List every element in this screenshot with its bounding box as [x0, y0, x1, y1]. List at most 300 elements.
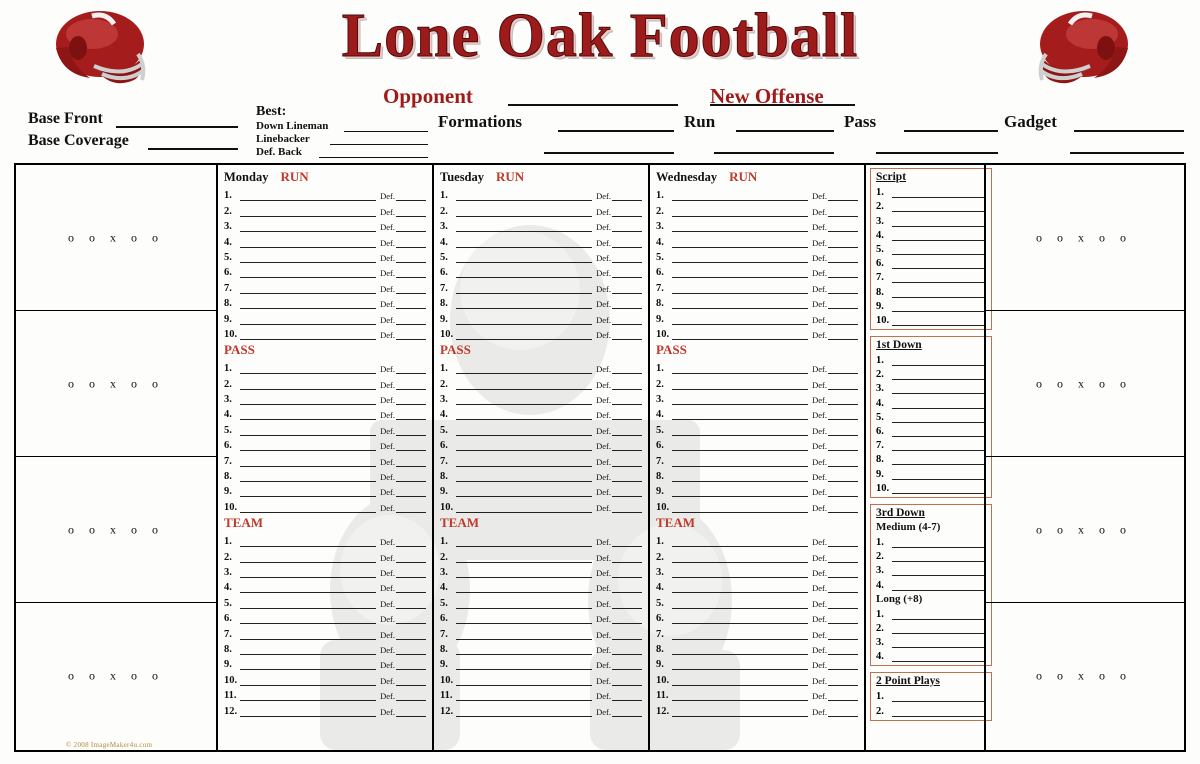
play-row[interactable] — [656, 624, 858, 639]
play-entry-field[interactable] — [672, 266, 808, 278]
script-row[interactable] — [876, 184, 986, 198]
play-row[interactable] — [440, 186, 642, 201]
play-row[interactable] — [224, 374, 426, 389]
script-entry-field[interactable] — [892, 483, 986, 494]
defense-entry-field[interactable] — [828, 470, 858, 482]
play-row[interactable] — [224, 547, 426, 562]
defense-entry-field[interactable] — [828, 535, 858, 547]
play-entry-field[interactable] — [672, 470, 808, 482]
defense-entry-field[interactable] — [612, 612, 642, 624]
script-entry-field[interactable] — [892, 383, 986, 394]
script-entry-field[interactable] — [892, 244, 986, 255]
play-row[interactable] — [224, 640, 426, 655]
play-entry-field[interactable] — [672, 674, 808, 686]
play-row[interactable] — [224, 467, 426, 482]
play-entry-field[interactable] — [456, 689, 592, 701]
play-row[interactable] — [224, 420, 426, 435]
defense-entry-field[interactable] — [612, 328, 642, 340]
script-entry-field[interactable] — [892, 537, 986, 548]
gadget-field-1[interactable] — [1074, 130, 1184, 132]
defense-entry-field[interactable] — [396, 674, 426, 686]
play-entry-field[interactable] — [456, 535, 592, 547]
play-entry-field[interactable] — [240, 328, 376, 340]
play-entry-field[interactable] — [240, 674, 376, 686]
defense-entry-field[interactable] — [612, 378, 642, 390]
play-row[interactable] — [656, 294, 858, 309]
script-entry-field[interactable] — [892, 691, 986, 702]
play-entry-field[interactable] — [240, 251, 376, 263]
play-row[interactable] — [224, 563, 426, 578]
defense-entry-field[interactable] — [396, 628, 426, 640]
defense-entry-field[interactable] — [612, 236, 642, 248]
play-row[interactable] — [440, 232, 642, 247]
play-entry-field[interactable] — [672, 485, 808, 497]
play-entry-field[interactable] — [240, 470, 376, 482]
play-entry-field[interactable] — [672, 282, 808, 294]
defense-entry-field[interactable] — [828, 566, 858, 578]
play-row[interactable] — [440, 563, 642, 578]
play-row[interactable] — [224, 701, 426, 716]
play-row[interactable] — [656, 497, 858, 512]
play-row[interactable] — [440, 670, 642, 685]
play-entry-field[interactable] — [240, 643, 376, 655]
defense-entry-field[interactable] — [828, 236, 858, 248]
script-entry-field[interactable] — [892, 287, 986, 298]
play-row[interactable] — [440, 263, 642, 278]
play-entry-field[interactable] — [240, 378, 376, 390]
play-diagram-cell[interactable] — [16, 311, 216, 457]
defense-entry-field[interactable] — [396, 643, 426, 655]
play-row[interactable] — [440, 686, 642, 701]
play-entry-field[interactable] — [240, 393, 376, 405]
play-entry-field[interactable] — [672, 220, 808, 232]
play-entry-field[interactable] — [456, 189, 592, 201]
defense-entry-field[interactable] — [612, 424, 642, 436]
play-entry-field[interactable] — [456, 658, 592, 670]
play-entry-field[interactable] — [456, 485, 592, 497]
play-row[interactable] — [440, 482, 642, 497]
play-row[interactable] — [224, 609, 426, 624]
defense-entry-field[interactable] — [612, 535, 642, 547]
play-entry-field[interactable] — [456, 455, 592, 467]
defense-entry-field[interactable] — [396, 485, 426, 497]
play-row[interactable] — [656, 593, 858, 608]
defense-entry-field[interactable] — [612, 597, 642, 609]
defense-entry-field[interactable] — [828, 597, 858, 609]
play-row[interactable] — [656, 186, 858, 201]
script-row[interactable] — [876, 634, 986, 648]
play-row[interactable] — [224, 201, 426, 216]
play-entry-field[interactable] — [240, 455, 376, 467]
defense-entry-field[interactable] — [612, 455, 642, 467]
script-row[interactable] — [876, 283, 986, 297]
play-entry-field[interactable] — [240, 266, 376, 278]
script-row[interactable] — [876, 409, 986, 423]
defense-entry-field[interactable] — [828, 220, 858, 232]
play-row[interactable] — [440, 640, 642, 655]
script-row[interactable] — [876, 312, 986, 326]
play-entry-field[interactable] — [240, 658, 376, 670]
script-row[interactable] — [876, 534, 986, 548]
play-entry-field[interactable] — [672, 362, 808, 374]
defense-entry-field[interactable] — [828, 424, 858, 436]
script-row[interactable] — [876, 212, 986, 226]
play-row[interactable] — [440, 497, 642, 512]
play-entry-field[interactable] — [672, 393, 808, 405]
linebacker-field[interactable] — [330, 144, 428, 145]
script-row[interactable] — [876, 606, 986, 620]
defense-entry-field[interactable] — [396, 689, 426, 701]
play-entry-field[interactable] — [456, 205, 592, 217]
script-row[interactable] — [876, 227, 986, 241]
play-entry-field[interactable] — [240, 566, 376, 578]
play-entry-field[interactable] — [672, 566, 808, 578]
play-row[interactable] — [440, 405, 642, 420]
play-row[interactable] — [656, 248, 858, 263]
play-row[interactable] — [656, 390, 858, 405]
play-entry-field[interactable] — [240, 612, 376, 624]
play-row[interactable] — [440, 467, 642, 482]
defense-entry-field[interactable] — [396, 266, 426, 278]
defense-entry-field[interactable] — [396, 658, 426, 670]
defense-entry-field[interactable] — [612, 205, 642, 217]
defense-entry-field[interactable] — [828, 551, 858, 563]
down-lineman-field[interactable] — [344, 131, 428, 132]
play-entry-field[interactable] — [456, 643, 592, 655]
play-row[interactable] — [224, 670, 426, 685]
script-entry-field[interactable] — [892, 454, 986, 465]
defense-entry-field[interactable] — [828, 313, 858, 325]
play-row[interactable] — [656, 309, 858, 324]
play-entry-field[interactable] — [456, 236, 592, 248]
play-entry-field[interactable] — [672, 439, 808, 451]
defense-entry-field[interactable] — [396, 566, 426, 578]
script-row[interactable] — [876, 688, 986, 702]
play-row[interactable] — [656, 547, 858, 562]
play-row[interactable] — [440, 278, 642, 293]
play-row[interactable] — [440, 436, 642, 451]
play-diagram-cell[interactable] — [984, 165, 1184, 311]
defense-entry-field[interactable] — [828, 282, 858, 294]
defense-entry-field[interactable] — [828, 439, 858, 451]
script-entry-field[interactable] — [892, 369, 986, 380]
play-entry-field[interactable] — [456, 581, 592, 593]
run-field-2[interactable] — [714, 152, 834, 154]
defense-entry-field[interactable] — [396, 535, 426, 547]
defense-entry-field[interactable] — [612, 643, 642, 655]
defense-entry-field[interactable] — [396, 282, 426, 294]
play-entry-field[interactable] — [240, 362, 376, 374]
defense-entry-field[interactable] — [396, 439, 426, 451]
script-row[interactable] — [876, 366, 986, 380]
play-row[interactable] — [440, 325, 642, 340]
defense-entry-field[interactable] — [828, 328, 858, 340]
defense-entry-field[interactable] — [396, 393, 426, 405]
play-entry-field[interactable] — [456, 566, 592, 578]
defense-entry-field[interactable] — [828, 251, 858, 263]
play-entry-field[interactable] — [456, 628, 592, 640]
play-row[interactable] — [656, 436, 858, 451]
script-row[interactable] — [876, 380, 986, 394]
play-row[interactable] — [224, 436, 426, 451]
play-row[interactable] — [656, 563, 858, 578]
play-entry-field[interactable] — [456, 424, 592, 436]
script-entry-field[interactable] — [892, 551, 986, 562]
defense-entry-field[interactable] — [396, 328, 426, 340]
play-entry-field[interactable] — [672, 328, 808, 340]
defense-entry-field[interactable] — [612, 551, 642, 563]
defense-entry-field[interactable] — [396, 251, 426, 263]
play-row[interactable] — [224, 278, 426, 293]
play-entry-field[interactable] — [240, 485, 376, 497]
defense-entry-field[interactable] — [828, 501, 858, 513]
script-entry-field[interactable] — [892, 623, 986, 634]
script-row[interactable] — [876, 255, 986, 269]
play-row[interactable] — [224, 359, 426, 374]
play-row[interactable] — [656, 701, 858, 716]
play-row[interactable] — [440, 609, 642, 624]
play-row[interactable] — [656, 201, 858, 216]
play-entry-field[interactable] — [240, 408, 376, 420]
play-row[interactable] — [656, 217, 858, 232]
play-row[interactable] — [440, 201, 642, 216]
script-entry-field[interactable] — [892, 230, 986, 241]
play-entry-field[interactable] — [672, 297, 808, 309]
play-row[interactable] — [656, 359, 858, 374]
script-row[interactable] — [876, 352, 986, 366]
play-row[interactable] — [656, 405, 858, 420]
defense-entry-field[interactable] — [396, 313, 426, 325]
play-row[interactable] — [656, 232, 858, 247]
base-front-field[interactable] — [116, 126, 238, 128]
defense-entry-field[interactable] — [396, 189, 426, 201]
script-entry-field[interactable] — [892, 651, 986, 662]
defense-entry-field[interactable] — [396, 378, 426, 390]
defense-entry-field[interactable] — [396, 424, 426, 436]
play-row[interactable] — [224, 532, 426, 547]
play-row[interactable] — [440, 248, 642, 263]
play-entry-field[interactable] — [672, 551, 808, 563]
play-entry-field[interactable] — [240, 501, 376, 513]
play-entry-field[interactable] — [456, 597, 592, 609]
play-entry-field[interactable] — [672, 455, 808, 467]
play-entry-field[interactable] — [672, 378, 808, 390]
play-row[interactable] — [224, 186, 426, 201]
defense-entry-field[interactable] — [612, 362, 642, 374]
defense-entry-field[interactable] — [828, 485, 858, 497]
play-entry-field[interactable] — [672, 313, 808, 325]
play-entry-field[interactable] — [456, 328, 592, 340]
play-row[interactable] — [224, 686, 426, 701]
defense-entry-field[interactable] — [828, 705, 858, 717]
play-entry-field[interactable] — [456, 378, 592, 390]
defense-entry-field[interactable] — [396, 220, 426, 232]
defense-entry-field[interactable] — [396, 501, 426, 513]
base-coverage-field[interactable] — [148, 148, 238, 150]
defense-entry-field[interactable] — [828, 205, 858, 217]
script-row[interactable] — [876, 648, 986, 662]
play-row[interactable] — [656, 482, 858, 497]
gadget-field-2[interactable] — [1070, 152, 1184, 154]
play-entry-field[interactable] — [456, 674, 592, 686]
play-entry-field[interactable] — [456, 251, 592, 263]
defense-entry-field[interactable] — [612, 313, 642, 325]
play-row[interactable] — [656, 532, 858, 547]
script-entry-field[interactable] — [892, 565, 986, 576]
play-row[interactable] — [656, 609, 858, 624]
defense-entry-field[interactable] — [612, 581, 642, 593]
play-diagram-cell[interactable] — [16, 603, 216, 749]
play-entry-field[interactable] — [672, 424, 808, 436]
play-entry-field[interactable] — [672, 628, 808, 640]
script-entry-field[interactable] — [892, 258, 986, 269]
play-row[interactable] — [224, 217, 426, 232]
play-row[interactable] — [224, 593, 426, 608]
play-row[interactable] — [656, 374, 858, 389]
play-row[interactable] — [440, 701, 642, 716]
defense-entry-field[interactable] — [396, 612, 426, 624]
script-row[interactable] — [876, 437, 986, 451]
play-entry-field[interactable] — [672, 236, 808, 248]
play-entry-field[interactable] — [240, 282, 376, 294]
play-entry-field[interactable] — [240, 689, 376, 701]
defense-entry-field[interactable] — [828, 378, 858, 390]
defense-entry-field[interactable] — [612, 297, 642, 309]
defense-entry-field[interactable] — [612, 501, 642, 513]
play-row[interactable] — [656, 263, 858, 278]
script-row[interactable] — [876, 269, 986, 283]
play-entry-field[interactable] — [240, 189, 376, 201]
play-row[interactable] — [440, 532, 642, 547]
play-row[interactable] — [224, 390, 426, 405]
play-row[interactable] — [656, 325, 858, 340]
defense-entry-field[interactable] — [612, 658, 642, 670]
play-row[interactable] — [656, 451, 858, 466]
script-row[interactable] — [876, 576, 986, 590]
play-entry-field[interactable] — [672, 705, 808, 717]
play-row[interactable] — [440, 578, 642, 593]
play-row[interactable] — [440, 374, 642, 389]
script-entry-field[interactable] — [892, 355, 986, 366]
play-row[interactable] — [440, 655, 642, 670]
defense-entry-field[interactable] — [828, 689, 858, 701]
defense-entry-field[interactable] — [828, 628, 858, 640]
play-entry-field[interactable] — [240, 439, 376, 451]
script-row[interactable] — [876, 394, 986, 408]
defense-entry-field[interactable] — [612, 628, 642, 640]
script-row[interactable] — [876, 241, 986, 255]
defense-entry-field[interactable] — [612, 705, 642, 717]
play-diagram-cell[interactable] — [984, 311, 1184, 457]
play-entry-field[interactable] — [240, 424, 376, 436]
script-row[interactable] — [876, 548, 986, 562]
defense-entry-field[interactable] — [612, 485, 642, 497]
play-entry-field[interactable] — [456, 313, 592, 325]
play-row[interactable] — [656, 420, 858, 435]
defense-entry-field[interactable] — [612, 439, 642, 451]
play-row[interactable] — [656, 640, 858, 655]
play-entry-field[interactable] — [240, 236, 376, 248]
play-entry-field[interactable] — [672, 251, 808, 263]
play-row[interactable] — [656, 686, 858, 701]
defense-entry-field[interactable] — [612, 393, 642, 405]
play-row[interactable] — [224, 451, 426, 466]
play-row[interactable] — [224, 482, 426, 497]
play-row[interactable] — [224, 294, 426, 309]
play-row[interactable] — [224, 263, 426, 278]
play-entry-field[interactable] — [672, 535, 808, 547]
play-diagram-cell[interactable] — [984, 603, 1184, 749]
play-entry-field[interactable] — [672, 205, 808, 217]
defense-entry-field[interactable] — [396, 470, 426, 482]
play-entry-field[interactable] — [456, 297, 592, 309]
play-entry-field[interactable] — [672, 501, 808, 513]
defense-entry-field[interactable] — [612, 470, 642, 482]
play-entry-field[interactable] — [456, 705, 592, 717]
pass-field-2[interactable] — [876, 152, 998, 154]
play-row[interactable] — [656, 278, 858, 293]
script-entry-field[interactable] — [892, 580, 986, 591]
defense-entry-field[interactable] — [612, 251, 642, 263]
play-entry-field[interactable] — [672, 581, 808, 593]
script-row[interactable] — [876, 562, 986, 576]
defense-entry-field[interactable] — [396, 297, 426, 309]
play-entry-field[interactable] — [672, 408, 808, 420]
defense-entry-field[interactable] — [396, 362, 426, 374]
play-entry-field[interactable] — [672, 643, 808, 655]
defense-entry-field[interactable] — [828, 297, 858, 309]
defense-entry-field[interactable] — [828, 455, 858, 467]
play-row[interactable] — [224, 248, 426, 263]
script-row[interactable] — [876, 451, 986, 465]
play-entry-field[interactable] — [240, 313, 376, 325]
defense-entry-field[interactable] — [396, 597, 426, 609]
defense-entry-field[interactable] — [396, 551, 426, 563]
defense-entry-field[interactable] — [828, 393, 858, 405]
play-row[interactable] — [440, 451, 642, 466]
defense-entry-field[interactable] — [612, 266, 642, 278]
defense-entry-field[interactable] — [828, 674, 858, 686]
script-entry-field[interactable] — [892, 637, 986, 648]
play-entry-field[interactable] — [240, 597, 376, 609]
script-entry-field[interactable] — [892, 315, 986, 326]
play-entry-field[interactable] — [456, 408, 592, 420]
play-row[interactable] — [224, 405, 426, 420]
script-entry-field[interactable] — [892, 469, 986, 480]
defense-entry-field[interactable] — [828, 362, 858, 374]
play-row[interactable] — [656, 670, 858, 685]
play-row[interactable] — [224, 309, 426, 324]
play-row[interactable] — [224, 578, 426, 593]
play-row[interactable] — [440, 217, 642, 232]
play-entry-field[interactable] — [240, 297, 376, 309]
defense-entry-field[interactable] — [396, 205, 426, 217]
defense-entry-field[interactable] — [612, 220, 642, 232]
defense-entry-field[interactable] — [828, 581, 858, 593]
play-row[interactable] — [440, 390, 642, 405]
new-offense-field[interactable] — [710, 104, 855, 106]
play-entry-field[interactable] — [456, 362, 592, 374]
formations-field-1[interactable] — [558, 130, 674, 132]
def-back-field[interactable] — [319, 157, 428, 158]
play-entry-field[interactable] — [240, 205, 376, 217]
defense-entry-field[interactable] — [828, 189, 858, 201]
script-entry-field[interactable] — [892, 201, 986, 212]
play-entry-field[interactable] — [672, 597, 808, 609]
defense-entry-field[interactable] — [828, 408, 858, 420]
play-row[interactable] — [440, 294, 642, 309]
play-entry-field[interactable] — [456, 501, 592, 513]
